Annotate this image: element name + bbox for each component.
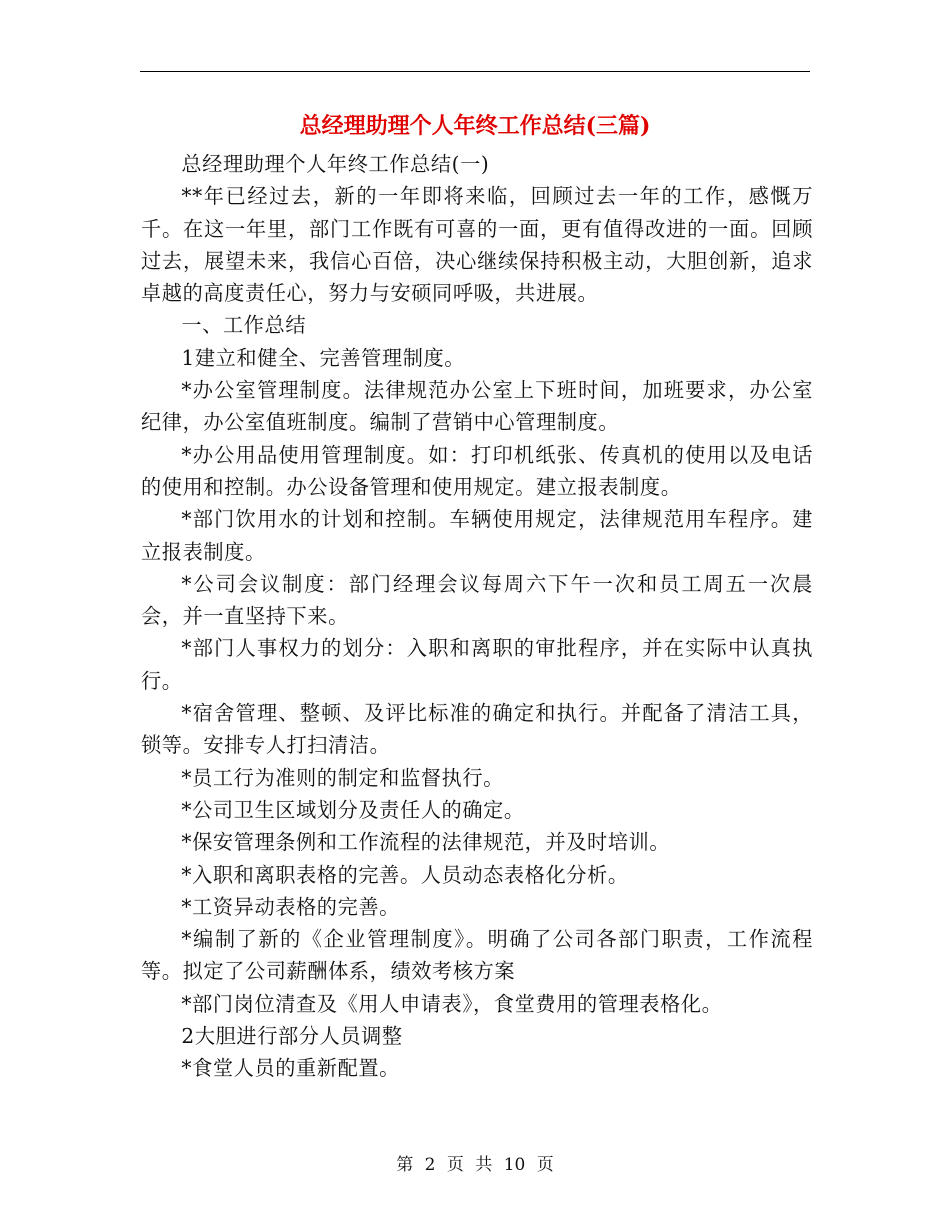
paragraph: 一、工作总结 [181, 313, 307, 338]
paragraph: *部门岗位清查及《用人申请表》，食堂费用的管理表格化。 [181, 991, 723, 1016]
paragraph: *公司会议制度：部门经理会议每周六下午一次和员工周五一次晨会，并一直坚持下来。 [141, 571, 813, 629]
paragraph: 2大胆进行部分人员调整 [181, 1024, 403, 1049]
paragraph: *编制了新的《企业管理制度》。明确了公司各部门职责，工作流程等。拟定了公司薪酬体系，绩效考核方案 [141, 927, 813, 984]
paragraph: *部门饮用水的计划和控制。车辆使用规定，法律规范用车程序。建立报表制度。 [141, 507, 813, 564]
header-rule [140, 71, 810, 72]
paragraph: *公司卫生区域划分及责任人的确定。 [181, 797, 525, 822]
paragraph: **年已经过去，新的一年即将来临，回顾过去一年的工作，感慨万千。在这一年里，部门工作既有可喜的一面，更有值得改进的一面。回顾过去，展望未来，我信心百倍，决心继续保持积极主动，大胆创新，追求卓越的高度责任心，努力与安硕同呼吸，共进展。 [141, 184, 813, 306]
document-body [141, 148, 813, 1085]
paragraph: *办公用品使用管理制度。如：打印机纸张、传真机的使用以及电话的使用和控制。办公设备管理和使用规定。建立报表制度。 [141, 442, 813, 499]
document-title: 总经理助理个人年终工作总结(三篇) [299, 113, 651, 139]
paragraph: *部门人事权力的划分：入职和离职的审批程序，并在实际中认真执行。 [141, 636, 813, 693]
paragraph: *员工行为准则的制定和监督执行。 [181, 765, 504, 790]
paragraph: *食堂人员的重新配置。 [181, 1056, 400, 1081]
paragraph: *保安管理条例和工作流程的法律规范，并及时培训。 [181, 830, 671, 855]
paragraph: *办公室管理制度。法律规范办公室上下班时间，加班要求，办公室纪律，办公室值班制度。编制了营销中心管理制度。 [141, 378, 813, 435]
paragraph: *入职和离职表格的完善。人员动态表格化分析。 [181, 862, 629, 887]
page-number: 第 2 页 共 10 页 [396, 1155, 554, 1175]
paragraph: *工资异动表格的完善。 [181, 894, 400, 919]
paragraph: 1建立和健全、完善管理制度。 [181, 345, 466, 370]
paragraph: 总经理助理个人年终工作总结(一) [181, 152, 490, 176]
paragraph: *宿舍管理、整顿、及评比标准的确定和执行。并配备了清洁工具，锁等。安排专人打扫清洁。 [141, 701, 813, 758]
